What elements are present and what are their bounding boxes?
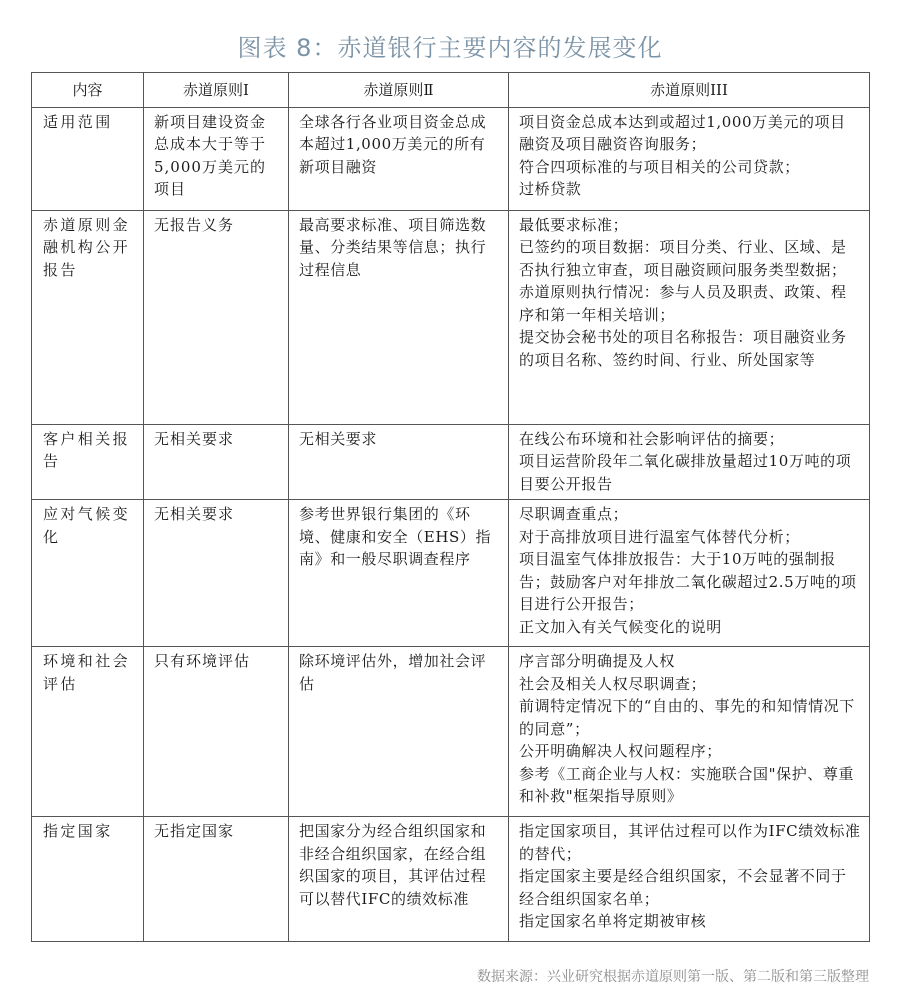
- header-ep2: 赤道原则Ⅱ: [289, 73, 509, 108]
- ep3-line: 公开明确解决人权问题程序；: [519, 742, 722, 760]
- row-ep3: [509, 817, 870, 942]
- ep3-line: 已签约的项目数据：项目分类、行业、区域、是否执行独立审查，项目融资顾问服务类型数据；: [519, 238, 847, 279]
- figure-title: 图表 8：赤道银行主要内容的发展变化: [237, 34, 663, 62]
- row-ep1: 新项目建设资金总成本大于等于5,000万美元的项目: [144, 107, 289, 210]
- ep3-line: 在线公布环境和社会影响评估的摘要；: [519, 429, 785, 448]
- table-row: [32, 210, 870, 424]
- ep3-line: 序言部分明确提及人权: [519, 652, 676, 670]
- ep3-line: 项目资金总成本达到或超过1,000万美元的项目融资及项目融资咨询服务；: [519, 112, 846, 153]
- row-ep2: 全球各行各业项目资金总成本超过1,000万美元的所有新项目融资: [289, 107, 509, 210]
- ep3-line: 符合四项标准的与项目相关的公司贷款；: [519, 157, 800, 176]
- table-row: [32, 500, 870, 647]
- ep3-line: 前调特定情况下的“自由的、事先的和知情情况下的同意”；: [519, 697, 855, 738]
- ep3-line: 社会及相关人权尽职调查；: [519, 674, 707, 693]
- row-ep3: [509, 647, 870, 817]
- row-ep1: 只有环境评估: [144, 647, 289, 817]
- comparison-table: [31, 72, 870, 942]
- ep3-line: 指定国家项目，其评估过程可以作为IFC绩效标准的替代；: [519, 822, 861, 863]
- row-ep2: 最高要求标准、项目筛选数量、分类结果等信息；执行过程信息: [289, 210, 509, 424]
- ep3-line: 项目运营阶段年二氧化碳排放量超过10万吨的项目要公开报告: [519, 452, 852, 493]
- header-topic: 内容: [32, 73, 144, 108]
- row-topic: 应对气候变化: [32, 500, 144, 647]
- row-topic: 适用范围: [32, 107, 144, 210]
- row-topic: 客户相关报告: [32, 424, 144, 500]
- row-ep2: 除环境评估外，增加社会评估: [289, 647, 509, 817]
- row-ep3: [509, 210, 870, 424]
- table-row: [32, 107, 870, 210]
- ep3-line: 正文加入有关气候变化的说明: [519, 617, 722, 636]
- row-ep2: 无相关要求: [289, 424, 509, 500]
- row-ep3: [509, 424, 870, 500]
- ep3-line: 指定国家主要是经合组织国家，不会显著不同于经合组织国家名单；: [519, 867, 847, 908]
- ep3-line: 最低要求标准；: [519, 215, 629, 234]
- row-ep3: [509, 500, 870, 647]
- ep3-line: 项目温室气体排放报告：大于10万吨的强制报告；鼓励客户对年排放二氧化碳超过2.5万吨的项目进行公开报告；: [519, 550, 857, 613]
- row-ep3: [509, 107, 870, 210]
- ep3-line: 尽职调查重点；: [519, 505, 629, 523]
- source-note: 数据来源：兴业研究根据赤道原则第一版、第二版和第三版整理: [477, 969, 869, 985]
- ep3-line: 参考《工商企业与人权：实施联合国"保护、尊重和补救"框架指导原则》: [519, 764, 855, 805]
- header-ep1: 赤道原则Ⅰ: [144, 73, 289, 108]
- row-ep1: 无报告义务: [144, 210, 289, 424]
- table-header-row: [32, 73, 870, 108]
- row-topic: 赤道原则金融机构公开报告: [32, 210, 144, 424]
- row-topic: 指定国家: [32, 817, 144, 942]
- ep3-line: 过桥贷款: [519, 180, 582, 198]
- table-row: [32, 647, 870, 817]
- row-topic: 环境和社会评估: [32, 647, 144, 817]
- row-ep2: 把国家分为经合组织国家和非经合组织国家，在经合组织国家的项目，其评估过程可以替代IFC的绩效标准: [289, 817, 509, 942]
- row-ep1: 无指定国家: [144, 817, 289, 942]
- ep3-line: 对于高排放项目进行温室气体替代分析；: [519, 527, 800, 546]
- row-ep2: 参考世界银行集团的《环境、健康和安全（EHS）指南》和一般尽职调查程序: [289, 500, 509, 647]
- row-ep1: 无相关要求: [144, 424, 289, 500]
- table-row: [32, 424, 870, 500]
- row-ep1: 无相关要求: [144, 500, 289, 647]
- ep3-line: 指定国家名单将定期被审核: [519, 912, 707, 930]
- ep3-line: 提交协会秘书处的项目名称报告：项目融资业务的项目名称、签约时间、行业、所处国家等: [519, 328, 847, 369]
- ep3-line: 赤道原则执行情况：参与人员及职责、政策、程序和第一年相关培训；: [519, 283, 847, 324]
- table-row: [32, 817, 870, 942]
- header-ep3: 赤道原则III: [509, 73, 870, 108]
